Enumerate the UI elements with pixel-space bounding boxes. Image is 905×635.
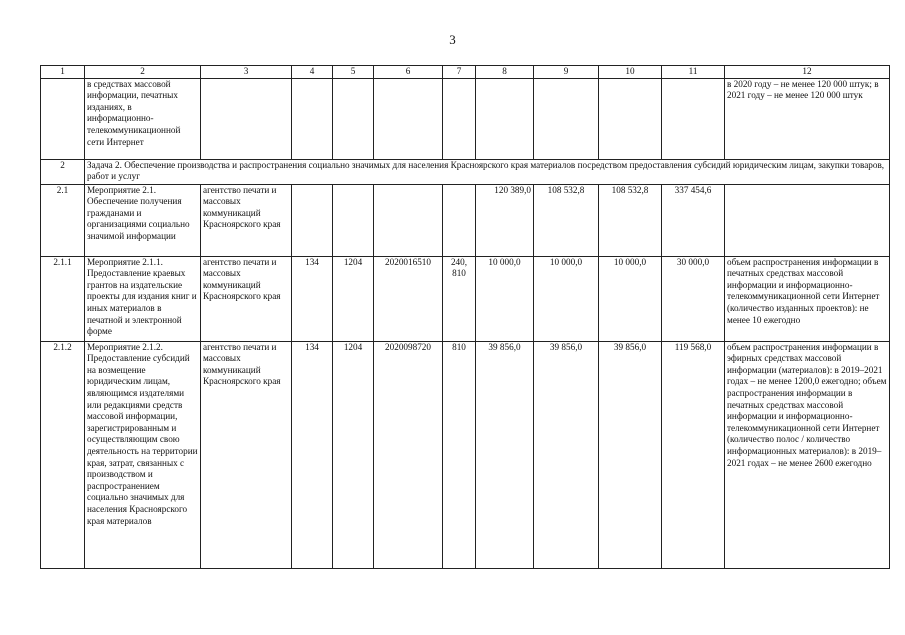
table-cell-grbs: 134 [292,256,333,341]
column-header: 7 [443,66,476,79]
table-cell [476,78,534,159]
table-cell-y2020: 10 000,0 [534,256,599,341]
column-header: 3 [201,66,292,79]
table-cell-y2020: 108 532,8 [534,184,599,256]
column-header: 5 [333,66,374,79]
table-cell [534,78,599,159]
column-header: 1 [41,66,85,79]
table-cell-rzpr [333,184,374,256]
table-row [41,256,890,341]
table-cell [333,78,374,159]
table-cell [662,78,725,159]
page-number: 3 [449,32,456,47]
table-cell-number: 2 [41,159,85,184]
table-cell-vr: 810 [443,341,476,568]
table-row-task [41,159,890,184]
table-cell [374,78,443,159]
table-cell-y2019: 10 000,0 [476,256,534,341]
table-cell-executor: агентство печати и массовых коммуникаций Красноярского края [201,341,292,568]
table-cell-rzpr: 1204 [333,256,374,341]
table-cell-vr: 240, 810 [443,256,476,341]
table-cell-name: Мероприятие 2.1. Обеспечение получения гражданами и организациями социально значимой информации [85,184,201,256]
column-header: 10 [599,66,662,79]
table-cell-csr: 2020098720 [374,341,443,568]
table-cell-name: в средствах массовой информации, печатных изданиях, в информационно-телекоммуникационной сети Интернет [85,78,201,159]
table-cell-name: Мероприятие 2.1.1. Предоставление краевых грантов на издательские проекты для издания книг и иных материалов в печатной и электронной форме [85,256,201,341]
header-row [41,66,890,79]
column-header: 11 [662,66,725,79]
table-cell-name: Мероприятие 2.1.2. Предоставление субсидий на возмещение юридическим лицам, являющимся издателями или редакциями средств массовой информации, зарегистрированным и осуществляющим свою деятельность на территории края, затрат, связанных с производством и распространением социально значимых для населения Красноярского края материалов [85,341,201,568]
table-cell-result: объем распространения информации в печатных средствах массовой информации и информационно-телекоммуникационной сети Интернет (количество изданных проектов): не менее 10 ежегодно [725,256,890,341]
table-cell-total: 30 000,0 [662,256,725,341]
table-cell-y2021: 108 532,8 [599,184,662,256]
column-header: 12 [725,66,890,79]
table-row [41,341,890,568]
table-cell-y2021: 39 856,0 [599,341,662,568]
table-cell-y2019: 39 856,0 [476,341,534,568]
table-cell [443,78,476,159]
table-cell [201,78,292,159]
table-cell [292,78,333,159]
column-header: 4 [292,66,333,79]
column-header: 8 [476,66,534,79]
table-cell-vr [443,184,476,256]
table-cell-total: 337 454,6 [662,184,725,256]
table-cell-rzpr: 1204 [333,341,374,568]
table-cell-grbs: 134 [292,341,333,568]
table-cell-executor: агентство печати и массовых коммуникаций Красноярского края [201,256,292,341]
column-header: 6 [374,66,443,79]
table-row-continuation [41,78,890,159]
task-description: Задача 2. Обеспечение производства и распространения социально значимых для населения Красноярского края материалов посредством предоставления субсидий юридическим лицам, закупки товаров, работ и услуг [85,159,890,184]
table-cell-result: в 2020 году – не менее 120 000 штук; в 2021 году – не менее 120 000 штук [725,78,890,159]
table-cell-y2021: 10 000,0 [599,256,662,341]
table-cell-csr: 2020016510 [374,256,443,341]
program-activities-table [40,65,890,569]
table-cell-y2020: 39 856,0 [534,341,599,568]
table-cell-grbs [292,184,333,256]
table-row [41,184,890,256]
table-cell [599,78,662,159]
table-cell-result: объем распространения информации в эфирных средствах массовой информации (материалов): в 2019–2021 годах – не менее 1200,0 ежегодно; объем распространения информации в печатных средствах массовой информации и информационно-телекоммуникационной сети Интернет (количество полос / количество информационных материалов): в 2019–2021 годах – не менее 2600 ежегодно [725,341,890,568]
column-header: 9 [534,66,599,79]
table-cell-y2019: 120 389,0 [476,184,534,256]
table-cell-result [725,184,890,256]
table-cell-total: 119 568,0 [662,341,725,568]
table-cell [41,78,85,159]
table-cell-executor: агентство печати и массовых коммуникаций Красноярского края [201,184,292,256]
table-cell-number: 2.1.2 [41,341,85,568]
table-cell-csr [374,184,443,256]
table-cell-number: 2.1.1 [41,256,85,341]
column-header: 2 [85,66,201,79]
table-cell-number: 2.1 [41,184,85,256]
